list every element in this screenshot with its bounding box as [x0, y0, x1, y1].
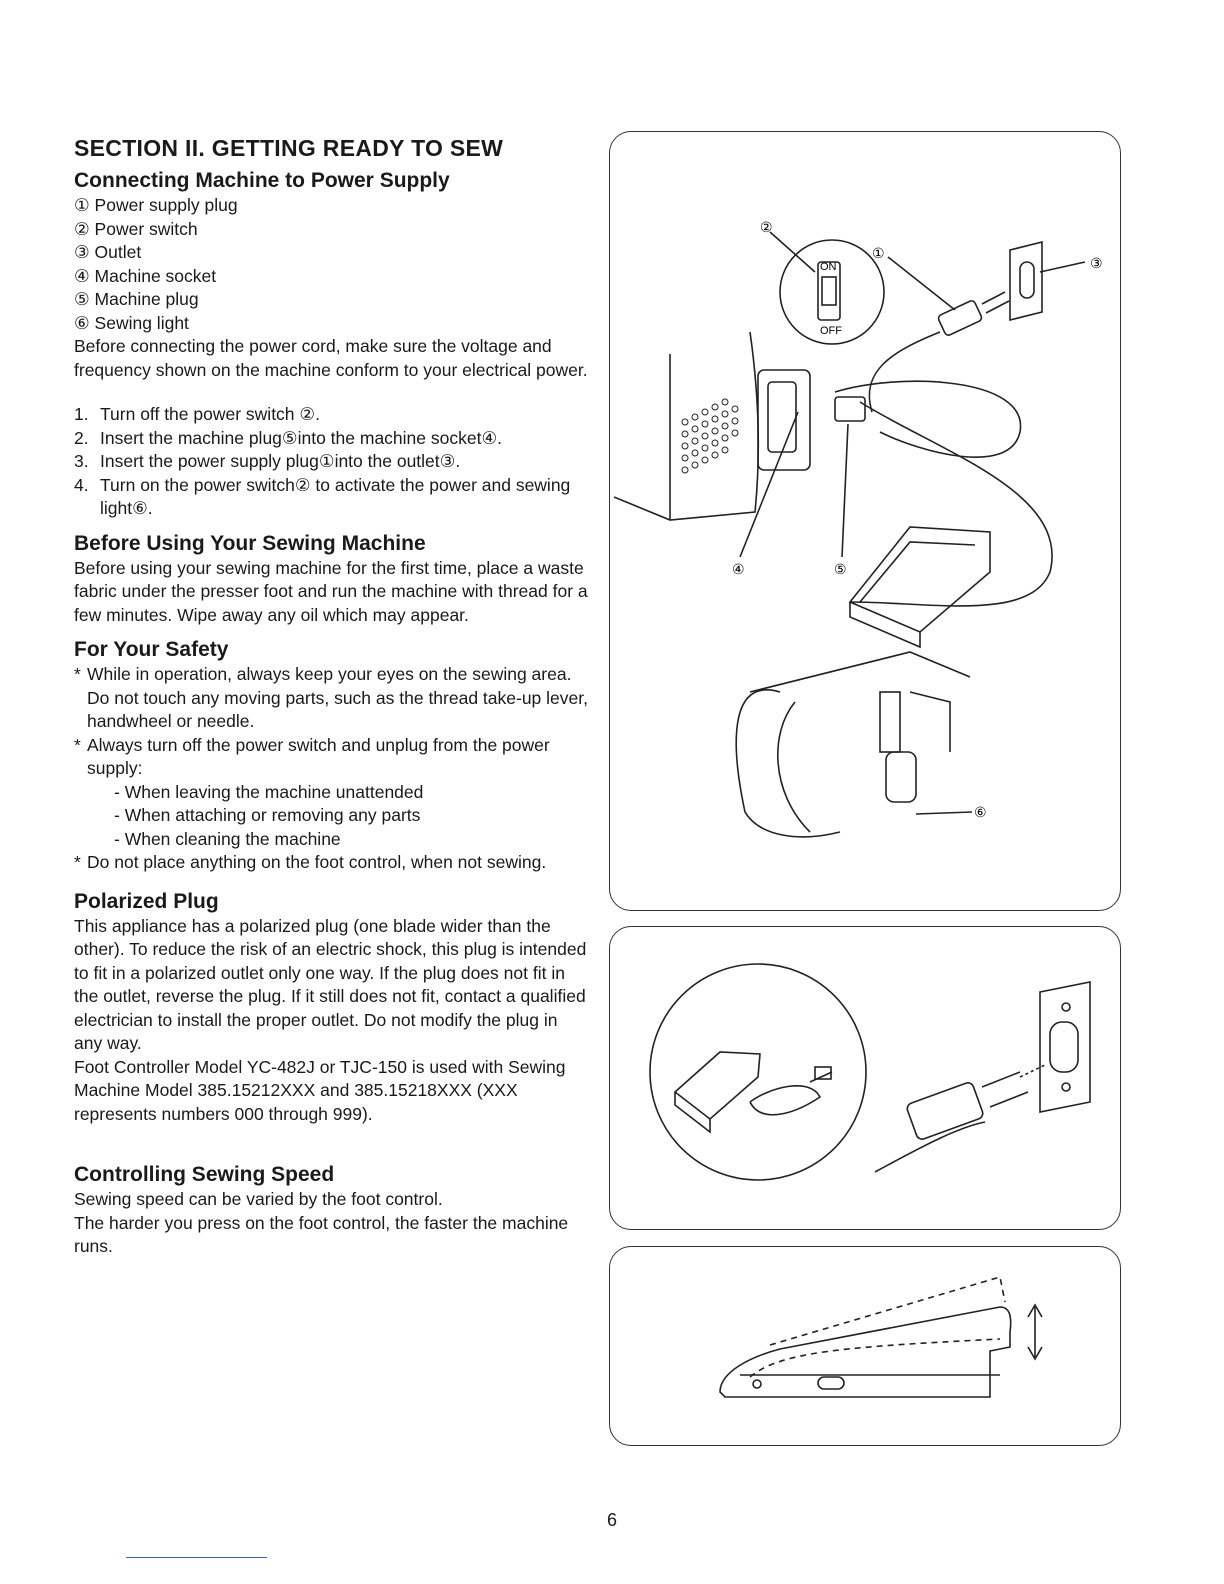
connecting-heading: Connecting Machine to Power Supply [74, 169, 450, 192]
list-item: 4. Turn on the power switch② to activate the power and sewing light⑥. [74, 474, 571, 518]
speed-line-2: The harder you press on the foot control, the faster the machine runs. [74, 1212, 569, 1256]
safety-list-2 [74, 851, 589, 875]
polarized-plug-illustration [610, 927, 1120, 1229]
page-number: 6 [606, 1510, 617, 1530]
list-item: ② Power switch [74, 218, 198, 239]
list-item: ⑤ Machine plug [74, 289, 199, 309]
speed-control-panel [609, 1246, 1121, 1446]
controller-model-text: Foot Controller Model YC-482J or TJC-150 is used with Sewing Machine Model 385.15212XXX and 385.15218XXX (XXX represents numbers 000 through 999). [74, 1056, 566, 1124]
list-item: 1. Turn off the power switch ②. [74, 404, 320, 424]
list-item: * Do not place anything on the foot control, when not sewing. [74, 852, 547, 872]
safety-sublist [74, 781, 589, 852]
list-item: 3. Insert the power supply plug①into the outlet③. [74, 451, 461, 471]
switch-off-label: OFF [820, 325, 842, 337]
callout-labels [732, 219, 1103, 820]
section-title: SECTION II. GETTING READY TO SEW [74, 135, 504, 161]
polarized-text: This appliance has a polarized plug (one blade wider than the other). To reduce the risk of an electric shock, this plug is intended to fit in a polarized outlet only one way. If the plug does not fit in the outlet, reverse the plug. If it still does not fit, contact a qualified electrician to install the proper outlet. Do not modify the plug in any way. [74, 915, 587, 1053]
callout-3: ③ [1090, 255, 1103, 271]
polarized-plug-panel [609, 926, 1121, 1230]
connection-illustration [610, 132, 1120, 910]
parts-list [74, 194, 589, 335]
connection-illustration-panel [609, 131, 1121, 911]
callout-5: ⑤ [834, 561, 847, 577]
before-using-heading: Before Using Your Sewing Machine [74, 531, 426, 555]
list-item: * While in operation, always keep your eyes on the sewing area. Do not touch any moving parts, such as the thread take-up lever, handwheel or needle. [74, 664, 588, 731]
polarized-heading: Polarized Plug [74, 889, 219, 913]
text-column [74, 134, 589, 1259]
callout-2: ② [760, 219, 773, 235]
list-item: ④ Machine socket [74, 265, 217, 286]
foot-control-illustration [610, 1247, 1120, 1445]
callout-1: ① [872, 245, 885, 261]
list-item: 2. Insert the machine plug⑤into the machine socket④. [74, 427, 503, 448]
safety-list [74, 663, 589, 781]
switch-on-label: ON [820, 261, 837, 273]
steps-list [74, 403, 589, 521]
list-item: - When attaching or removing any parts [114, 805, 421, 825]
callout-4: ④ [732, 561, 745, 577]
footer-rule [126, 1557, 267, 1558]
safety-heading: For Your Safety [74, 638, 229, 661]
list-item: - When leaving the machine unattended [114, 781, 424, 802]
speed-line-1: Sewing speed can be varied by the foot control. [74, 1189, 443, 1209]
before-using-text: Before using your sewing machine for the first time, place a waste fabric under the presser foot and run the machine with thread for a few minutes. Wipe away any oil which may appear. [74, 557, 588, 625]
callout-6: ⑥ [974, 804, 987, 820]
list-item: ① Power supply plug [74, 195, 238, 215]
connecting-intro: Before connecting the power cord, make sure the voltage and frequency shown on the machine conform to your electrical power. [74, 336, 588, 380]
list-item: - When cleaning the machine [114, 828, 341, 849]
list-item: ⑥ Sewing light [74, 312, 189, 333]
list-item: ③ Outlet [74, 242, 142, 262]
list-item: * Always turn off the power switch and unplug from the power supply: [74, 734, 550, 778]
speed-heading: Controlling Sewing Speed [74, 1163, 335, 1186]
